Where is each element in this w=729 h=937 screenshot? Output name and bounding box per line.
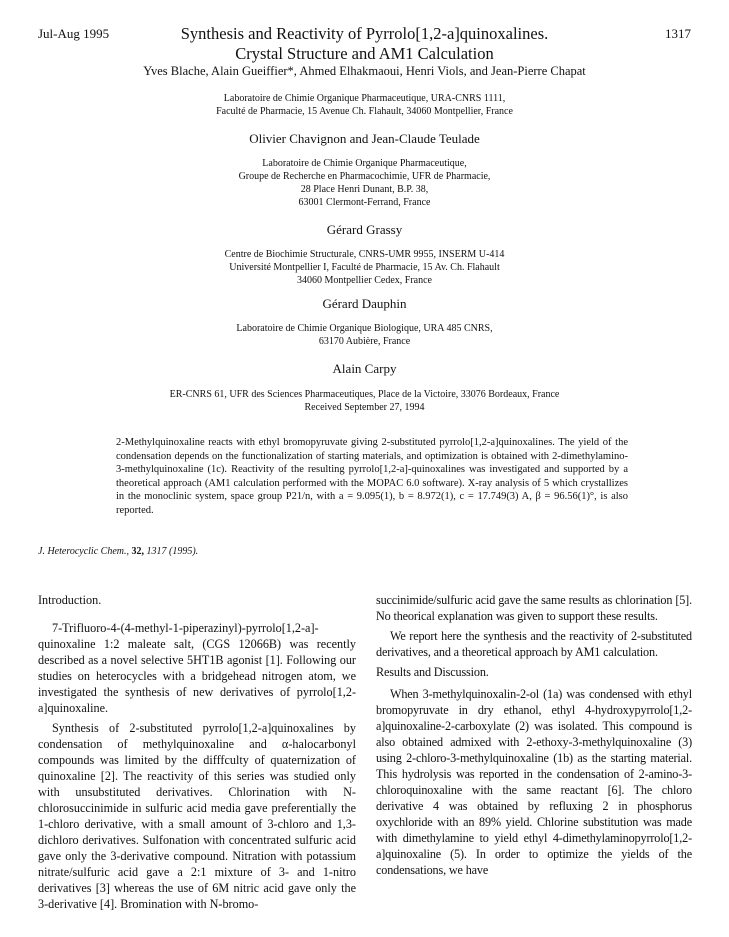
affiliation-3-line-2: Université Montpellier I, Faculté de Pharmacie, 15 Av. Ch. Flahault [229, 262, 500, 273]
citation-volume: 32, [131, 546, 144, 557]
abstract: 2-Methylquinoxaline reacts with ethyl bromopyruvate giving 2-substituted pyrrolo[1,2-a]quinoxalines. The yield of the condensation depends on the functionalization of starting materials, and optimization is obtained with 2-dimethylamino-3-methylquinoxaline (1c). Reactivity of the resulting pyrrolo[1,2-a]-quinoxalines was investigated and supported by a theoretical approach (AM1 calculation performed with the MOPAC 6.0 software). X-ray analysis of 5 which crystallizes in the monoclinic system, space group P21/n, with a = 9.095(1), b = 8.972(1), c = 17.749(3) A, β = 96.56(1)°, is also reported. [116, 437, 628, 516]
article-title-line-1: Synthesis and Reactivity of Pyrrolo[1,2-a]quinoxalines. [180, 24, 549, 43]
body-paragraph-report: We report here the synthesis and the reactivity of 2-substituted derivatives, and a theoretical approach by AM1 calculation. [376, 629, 692, 659]
introduction-heading: Introduction. [38, 593, 102, 607]
affiliation-3-line-3: 34060 Montpellier Cedex, France [297, 275, 432, 286]
author-group-5: Alain Carpy [332, 361, 397, 376]
author-group-1: Yves Blache, Alain Gueiffier*, Ahmed Elhakmaoui, Henri Viols, and Jean-Pierre Chapat [143, 64, 586, 78]
journal-citation [38, 546, 198, 557]
affiliation-2-line-2: Groupe de Recherche en Pharmacochimie, UFR de Pharmacie, [238, 171, 491, 182]
affiliation-2-line-4: 63001 Clermont-Ferrand, France [298, 197, 431, 208]
affiliation-4-line-2: 63170 Aubière, France [318, 336, 411, 347]
results-heading: Results and Discussion. [376, 665, 489, 679]
author-group-2: Olivier Chavignon and Jean-Claude Teulade [249, 131, 480, 146]
right-column [376, 592, 692, 878]
intro-paragraph-2: Synthesis of 2-substituted pyrrolo[1,2-a]quinoxalines by condensation of methylquinoxaline and α-halocarbonyl compounds was limited by the difffculty of quaternization of quinoxaline [2]. The reactivity of this series was studied only with unsubstituted derivatives. Chlorination with N-chlorosuccinimide in sulfuric acid media gave preferentially the 1-chloro derivative, with a small amount of 3-chloro and 1,3-dichloro derivatives. Sulfonation with concentrated sulfuric acid gave only the 3-derivative compound. Nitration with potassium nitrate/sulfuric acid gave a 2:1 mixture of 3- and 1-nitro derivatives [3] whereas the use of 6M nitric acid gave only the 3-derivative [4]. Bromination with N-bromo- [38, 721, 356, 911]
page-number: 1317 [665, 26, 691, 41]
affiliation-1-line-1: Laboratoire de Chimie Organique Pharmaceutique, URA-CNRS 1111, [223, 93, 506, 104]
affiliation-3-line-1: Centre de Biochimie Structurale, CNRS-UMR 9955, INSERM U-414 [224, 249, 505, 260]
results-paragraph-1: When 3-methylquinoxalin-2-ol (1a) was condensed with ethyl bromopyruvate in dry ethanol, ethyl 4-hydroxypyrrolo[1,2-a]quinoxaline-2-carboxylate (2) was isolated. This compound is also obtained admixed with 2-ethoxy-3-methylquinoxaline (3) using 2-chloro-3-methylquinoxaline (1b) as the starting material. This hydrolysis was reported in the condensation of 2-amino-3-chloroquinoxaline with the same reactant [6]. The chloro derivative 4 was obtained by refluxing 2 in phosphorus oxychloride with an 89% yield. Chlorine substitution was made with dimethylamine to yield ethyl 4-dimethylaminopyrrolo[1,2-a]quinoxaline (5). In order to optimize the yields of the condensations, we have [376, 687, 692, 877]
journal-issue: Jul-Aug 1995 [38, 26, 110, 41]
intro-paragraph-1: 7-Trifluoro-4-(4-methyl-1-piperazinyl)-pyrrolo[1,2-a]-quinoxaline 1:2 maleate salt, (CGS 12066B) was recently described as a novel selective 5HT1B agonist [1]. Following our studies on heterocycles with a bridgehead nitrogen atom, we investigated the synthesis of new derivatives of pyrrolo[1,2-a]quinoxaline. [38, 621, 356, 715]
article-title-line-2: Crystal Structure and AM1 Calculation [235, 44, 494, 63]
body-paragraph-continued: succinimide/sulfuric acid gave the same results as chlorination [5]. No theorical explanation was given to support these results. [376, 593, 692, 623]
left-column [38, 592, 356, 912]
affiliation-2-line-1: Laboratoire de Chimie Organique Pharmaceutique, [262, 158, 467, 169]
author-group-3: Gérard Grassy [326, 222, 403, 237]
affiliation-1-line-2: Faculté de Pharmacie, 15 Avenue Ch. Flahault, 34060 Montpellier, France [216, 106, 513, 117]
received-date: Received September 27, 1994 [304, 402, 425, 413]
affiliation-4-line-1: Laboratoire de Chimie Organique Biologique, URA 485 CNRS, [236, 323, 493, 334]
affiliation-5-line-1: ER-CNRS 61, UFR des Sciences Pharmaceutiques, Place de la Victoire, 33076 Bordeaux, France [169, 389, 560, 400]
affiliation-2-line-3: 28 Place Henri Dunant, B.P. 38, [300, 184, 429, 195]
citation-journal: J. Heterocyclic Chem., [38, 546, 129, 557]
citation-pages: 1317 (1995). [146, 546, 199, 557]
author-group-4: Gérard Dauphin [322, 296, 407, 311]
